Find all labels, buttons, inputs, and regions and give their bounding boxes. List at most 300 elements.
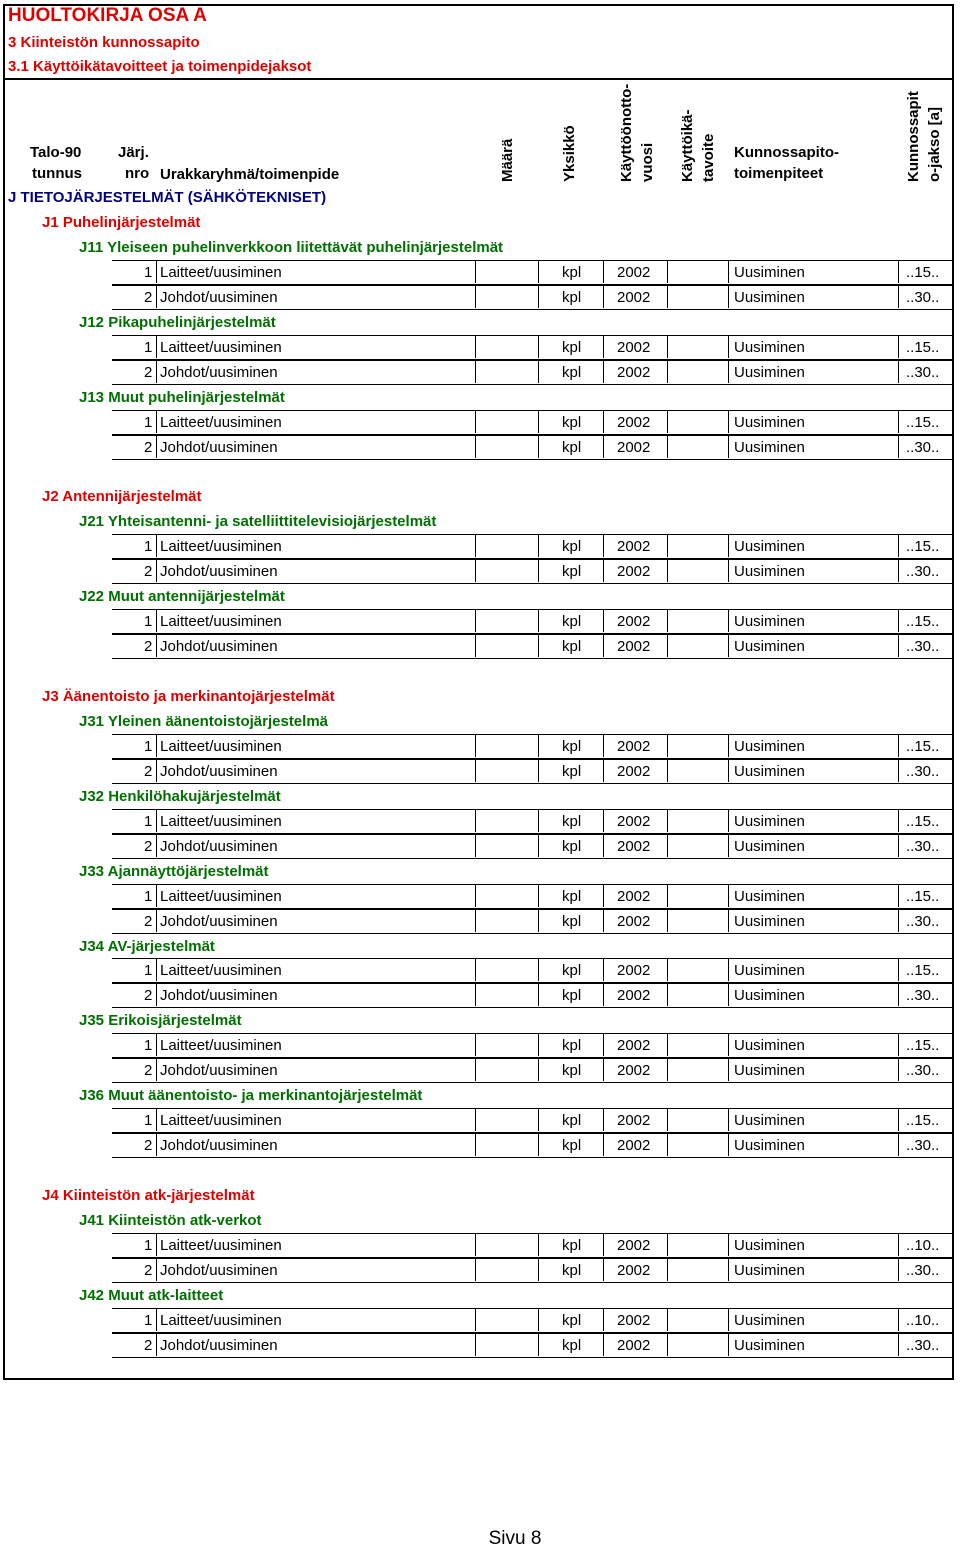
column-divider (475, 1233, 476, 1256)
column-divider (156, 809, 157, 832)
item-year: 2002 (617, 837, 651, 855)
column-divider (667, 609, 668, 632)
item-number: 1 (144, 1112, 153, 1130)
item-period: ..15.. (906, 413, 940, 431)
item-action: Uusiminen (734, 363, 805, 381)
column-divider (667, 1233, 668, 1256)
item-unit: kpl (562, 1311, 582, 1329)
subgroup-heading (0, 509, 960, 534)
column-divider (898, 634, 899, 657)
item-name: Johdot/uusiminen (160, 438, 278, 456)
column-divider (475, 1308, 476, 1331)
item-number: 2 (144, 1261, 153, 1279)
item-period: ..30.. (906, 438, 940, 456)
subsection-title: 3.1 Käyttöikätavoitteet ja toimenpidejaksot (8, 58, 312, 75)
item-action: Uusiminen (734, 1062, 805, 1080)
item-unit: kpl (562, 1336, 582, 1354)
subgroup-heading (0, 1083, 960, 1108)
item-year: 2002 (617, 363, 651, 381)
column-divider (156, 335, 157, 358)
column-divider (538, 1033, 539, 1056)
document-title: HUOLTOKIRJA OSA A (8, 5, 207, 26)
item-year: 2002 (617, 962, 651, 980)
column-divider (667, 983, 668, 1006)
item-action: Uusiminen (734, 413, 805, 431)
header-jakso-line1: Kunnossapit (905, 91, 922, 182)
heading-label: J42 Muut atk-laitteet (79, 1286, 224, 1304)
item-number: 1 (144, 1236, 153, 1254)
table-row (0, 1033, 960, 1058)
table-row (0, 1258, 960, 1283)
column-divider (475, 360, 476, 383)
column-divider (728, 958, 729, 981)
column-divider (603, 1258, 604, 1281)
column-divider (603, 634, 604, 657)
column-divider (603, 884, 604, 907)
column-divider (603, 360, 604, 383)
item-period: ..30.. (906, 987, 940, 1005)
item-unit: kpl (562, 288, 582, 306)
item-number: 2 (144, 638, 153, 656)
item-period: ..15.. (906, 962, 940, 980)
item-name: Johdot/uusiminen (160, 563, 278, 581)
item-name: Johdot/uusiminen (160, 837, 278, 855)
item-year: 2002 (617, 263, 651, 281)
column-divider (538, 360, 539, 383)
column-divider (538, 634, 539, 657)
item-action: Uusiminen (734, 538, 805, 556)
item-number: 2 (144, 1336, 153, 1354)
item-name: Laitteet/uusiminen (160, 1037, 282, 1055)
item-number: 2 (144, 762, 153, 780)
column-divider (667, 884, 668, 907)
column-divider (898, 335, 899, 358)
column-divider (898, 1108, 899, 1131)
column-divider (603, 759, 604, 782)
item-period: ..30.. (906, 563, 940, 581)
item-period: ..30.. (906, 638, 940, 656)
column-divider (538, 958, 539, 981)
column-divider (898, 1058, 899, 1081)
heading-label: J21 Yhteisantenni- ja satelliittitelevisiojärjestelmät (79, 513, 437, 531)
subgroup-heading (0, 859, 960, 884)
heading-label: J41 Kiinteistön atk-verkot (79, 1211, 262, 1229)
subgroup-heading (0, 784, 960, 809)
column-divider (156, 884, 157, 907)
column-divider (538, 1108, 539, 1131)
heading-label: J22 Muut antennijärjestelmät (79, 588, 285, 606)
item-period: ..10.. (906, 1236, 940, 1254)
item-number: 1 (144, 1037, 153, 1055)
column-divider (156, 634, 157, 657)
column-divider (728, 1233, 729, 1256)
column-divider (898, 1033, 899, 1056)
table-row (0, 1333, 960, 1358)
item-year: 2002 (617, 563, 651, 581)
heading-label: J32 Henkilöhakujärjestelmät (79, 787, 281, 805)
table-row (0, 609, 960, 634)
header-nro: nro (125, 165, 150, 182)
item-action: Uusiminen (734, 1037, 805, 1055)
column-divider (475, 909, 476, 932)
item-period: ..15.. (906, 737, 940, 755)
column-divider (898, 285, 899, 308)
table-row (0, 559, 960, 584)
column-divider (728, 410, 729, 433)
item-action: Uusiminen (734, 912, 805, 930)
column-divider (667, 958, 668, 981)
item-name: Laitteet/uusiminen (160, 613, 282, 631)
column-divider (603, 559, 604, 582)
item-unit: kpl (562, 1137, 582, 1155)
spacer-row (0, 659, 960, 684)
item-name: Johdot/uusiminen (160, 987, 278, 1005)
column-divider (156, 360, 157, 383)
column-divider (538, 983, 539, 1006)
column-divider (156, 834, 157, 857)
column-divider (603, 260, 604, 283)
item-period: ..15.. (906, 538, 940, 556)
column-divider (667, 734, 668, 757)
table-row (0, 1108, 960, 1133)
item-period: ..15.. (906, 263, 940, 281)
header-jarj: Järj. (118, 144, 149, 161)
column-divider (728, 909, 729, 932)
item-unit: kpl (562, 363, 582, 381)
header-kunnossapito: Kunnossapito- (734, 144, 839, 161)
column-divider (603, 1058, 604, 1081)
column-divider (728, 734, 729, 757)
subgroup-heading (0, 1008, 960, 1033)
subgroup-heading (0, 934, 960, 959)
column-divider (603, 335, 604, 358)
group-heading (0, 484, 960, 509)
column-divider (728, 435, 729, 458)
column-divider (898, 1258, 899, 1281)
column-divider (667, 909, 668, 932)
column-divider (538, 435, 539, 458)
column-divider (156, 958, 157, 981)
table-row (0, 534, 960, 559)
column-divider (603, 1333, 604, 1356)
group-heading (0, 210, 960, 235)
item-name: Laitteet/uusiminen (160, 413, 282, 431)
column-divider (728, 1333, 729, 1356)
item-name: Johdot/uusiminen (160, 1336, 278, 1354)
page-number: Sivu 8 (488, 1528, 542, 1549)
column-divider (538, 534, 539, 557)
column-divider (728, 759, 729, 782)
item-period: ..15.. (906, 1037, 940, 1055)
column-divider (475, 734, 476, 757)
item-name: Johdot/uusiminen (160, 638, 278, 656)
item-period: ..30.. (906, 288, 940, 306)
column-divider (667, 809, 668, 832)
table-row (0, 360, 960, 385)
column-divider (538, 335, 539, 358)
column-divider (898, 260, 899, 283)
item-year: 2002 (617, 737, 651, 755)
item-action: Uusiminen (734, 962, 805, 980)
column-divider (667, 360, 668, 383)
item-year: 2002 (617, 288, 651, 306)
header-kayttoonotto-line1: Käyttöönotto- (618, 83, 635, 182)
column-divider (667, 435, 668, 458)
table-row (0, 435, 960, 460)
column-divider (898, 958, 899, 981)
item-year: 2002 (617, 538, 651, 556)
item-year: 2002 (617, 338, 651, 356)
item-action: Uusiminen (734, 438, 805, 456)
column-divider (156, 410, 157, 433)
item-action: Uusiminen (734, 1311, 805, 1329)
column-divider (667, 759, 668, 782)
item-name: Johdot/uusiminen (160, 762, 278, 780)
column-divider (603, 983, 604, 1006)
column-divider (475, 260, 476, 283)
item-name: Laitteet/uusiminen (160, 812, 282, 830)
column-divider (603, 435, 604, 458)
item-unit: kpl (562, 1037, 582, 1055)
column-divider (475, 1133, 476, 1156)
item-action: Uusiminen (734, 1137, 805, 1155)
item-year: 2002 (617, 812, 651, 830)
column-divider (728, 534, 729, 557)
item-action: Uusiminen (734, 1112, 805, 1130)
column-divider (475, 884, 476, 907)
header-kayttoika-line2: tavoite (700, 133, 717, 182)
column-divider (898, 809, 899, 832)
column-divider (898, 734, 899, 757)
column-divider (898, 534, 899, 557)
item-action: Uusiminen (734, 338, 805, 356)
table-row (0, 983, 960, 1008)
column-divider (898, 759, 899, 782)
table-row (0, 410, 960, 435)
column-divider (728, 335, 729, 358)
header-jakso-line2: o-jakso [a] (926, 106, 943, 182)
column-divider (475, 634, 476, 657)
column-divider (475, 958, 476, 981)
item-number: 2 (144, 837, 153, 855)
column-divider (667, 1133, 668, 1156)
item-number: 1 (144, 812, 153, 830)
item-year: 2002 (617, 1112, 651, 1130)
column-divider (728, 1133, 729, 1156)
item-number: 1 (144, 1311, 153, 1329)
item-unit: kpl (562, 987, 582, 1005)
item-number: 1 (144, 887, 153, 905)
column-divider (667, 634, 668, 657)
column-divider (156, 609, 157, 632)
column-divider (538, 1058, 539, 1081)
item-action: Uusiminen (734, 263, 805, 281)
item-year: 2002 (617, 638, 651, 656)
item-year: 2002 (617, 887, 651, 905)
table-row (0, 634, 960, 659)
column-divider (538, 260, 539, 283)
item-unit: kpl (562, 812, 582, 830)
item-year: 2002 (617, 1236, 651, 1254)
item-period: ..30.. (906, 837, 940, 855)
item-unit: kpl (562, 338, 582, 356)
item-year: 2002 (617, 413, 651, 431)
item-year: 2002 (617, 987, 651, 1005)
item-name: Laitteet/uusiminen (160, 962, 282, 980)
item-name: Laitteet/uusiminen (160, 538, 282, 556)
item-action: Uusiminen (734, 638, 805, 656)
column-divider (475, 335, 476, 358)
column-divider (603, 534, 604, 557)
column-divider (156, 983, 157, 1006)
item-unit: kpl (562, 1062, 582, 1080)
heading-label: J13 Muut puhelinjärjestelmät (79, 388, 285, 406)
item-period: ..30.. (906, 912, 940, 930)
spacer-row (0, 459, 960, 484)
column-divider (156, 435, 157, 458)
item-unit: kpl (562, 837, 582, 855)
column-divider (475, 609, 476, 632)
item-action: Uusiminen (734, 737, 805, 755)
column-divider (667, 534, 668, 557)
header-kayttoonotto-line2: vuosi (639, 142, 656, 182)
column-divider (898, 1233, 899, 1256)
column-divider (538, 609, 539, 632)
column-divider (538, 759, 539, 782)
item-action: Uusiminen (734, 1261, 805, 1279)
item-year: 2002 (617, 613, 651, 631)
item-unit: kpl (562, 638, 582, 656)
column-divider (728, 634, 729, 657)
column-divider (156, 909, 157, 932)
column-divider (538, 909, 539, 932)
item-number: 1 (144, 737, 153, 755)
header-kayttoika-line1: Käyttöikä- (679, 109, 696, 182)
header-tunnus: tunnus (32, 165, 82, 182)
item-period: ..30.. (906, 1336, 940, 1354)
column-divider (728, 1033, 729, 1056)
item-name: Laitteet/uusiminen (160, 263, 282, 281)
column-divider (156, 1308, 157, 1331)
column-divider (475, 1258, 476, 1281)
column-divider (898, 609, 899, 632)
item-number: 2 (144, 1062, 153, 1080)
column-divider (603, 1033, 604, 1056)
column-divider (667, 834, 668, 857)
table-row (0, 909, 960, 934)
item-action: Uusiminen (734, 613, 805, 631)
item-name: Laitteet/uusiminen (160, 1112, 282, 1130)
item-action: Uusiminen (734, 887, 805, 905)
item-year: 2002 (617, 438, 651, 456)
column-divider (538, 809, 539, 832)
item-period: ..30.. (906, 1261, 940, 1279)
table-row (0, 260, 960, 285)
column-divider (475, 834, 476, 857)
column-divider (603, 734, 604, 757)
item-name: Laitteet/uusiminen (160, 338, 282, 356)
column-divider (603, 958, 604, 981)
column-divider (156, 1333, 157, 1356)
heading-label: J36 Muut äänentoisto- ja merkinantojärjestelmät (79, 1087, 423, 1105)
column-divider (667, 1108, 668, 1131)
item-period: ..30.. (906, 1137, 940, 1155)
item-name: Johdot/uusiminen (160, 1062, 278, 1080)
item-name: Laitteet/uusiminen (160, 1311, 282, 1329)
column-divider (156, 1233, 157, 1256)
column-divider (898, 1308, 899, 1331)
item-name: Johdot/uusiminen (160, 912, 278, 930)
column-divider (475, 1033, 476, 1056)
item-unit: kpl (562, 613, 582, 631)
table-row (0, 759, 960, 784)
column-divider (475, 559, 476, 582)
item-action: Uusiminen (734, 762, 805, 780)
subgroup-heading (0, 709, 960, 734)
column-divider (538, 410, 539, 433)
column-divider (667, 335, 668, 358)
column-divider (156, 1033, 157, 1056)
item-name: Johdot/uusiminen (160, 288, 278, 306)
item-unit: kpl (562, 887, 582, 905)
item-name: Johdot/uusiminen (160, 363, 278, 381)
heading-label: J2 Antennijärjestelmät (42, 488, 202, 506)
column-divider (538, 1333, 539, 1356)
item-number: 2 (144, 1137, 153, 1155)
column-divider (898, 360, 899, 383)
item-unit: kpl (562, 1236, 582, 1254)
column-divider (667, 1258, 668, 1281)
column-divider (728, 884, 729, 907)
item-unit: kpl (562, 1261, 582, 1279)
item-number: 2 (144, 987, 153, 1005)
item-name: Johdot/uusiminen (160, 1261, 278, 1279)
column-divider (475, 809, 476, 832)
column-divider (728, 360, 729, 383)
column-divider (728, 1258, 729, 1281)
item-action: Uusiminen (734, 563, 805, 581)
column-divider (898, 410, 899, 433)
system-heading (0, 185, 960, 210)
table-row (0, 285, 960, 310)
column-divider (156, 534, 157, 557)
item-year: 2002 (617, 1261, 651, 1279)
column-divider (475, 1058, 476, 1081)
item-period: ..15.. (906, 887, 940, 905)
heading-label: J1 Puhelinjärjestelmät (42, 213, 201, 231)
header-toimenpiteet: toimenpiteet (734, 165, 824, 182)
heading-label: J35 Erikoisjärjestelmät (79, 1012, 242, 1030)
table-row (0, 734, 960, 759)
column-divider (728, 1108, 729, 1131)
column-divider (538, 285, 539, 308)
heading-label: J4 Kiinteistön atk-järjestelmät (42, 1187, 255, 1204)
column-divider (603, 410, 604, 433)
header-urakkaryhma: Urakkaryhmä/toimenpide (160, 166, 340, 183)
item-number: 1 (144, 538, 153, 556)
item-period: ..30.. (906, 363, 940, 381)
item-action: Uusiminen (734, 1236, 805, 1254)
heading-label: J31 Yleinen äänentoistojärjestelmä (79, 712, 329, 730)
column-divider (538, 1258, 539, 1281)
item-name: Laitteet/uusiminen (160, 887, 282, 905)
item-number: 1 (144, 613, 153, 631)
column-divider (156, 734, 157, 757)
column-divider (475, 983, 476, 1006)
item-period: ..30.. (906, 1062, 940, 1080)
column-divider (898, 1133, 899, 1156)
item-unit: kpl (562, 263, 582, 281)
